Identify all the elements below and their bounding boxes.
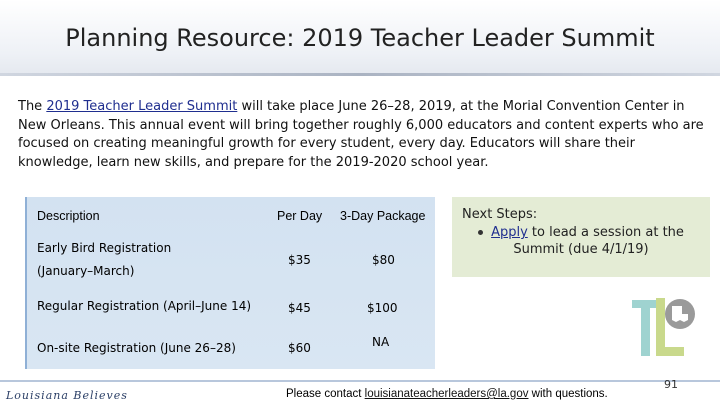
next-steps-text: to lead a session at the [527,225,684,240]
header-description: Description [37,209,100,223]
row-per-day: $35 [288,253,311,267]
row-package: $80 [372,253,395,267]
contact-prefix: Please contact [286,388,365,400]
next-steps-text-line2: Summit (due 4/1/19) [513,242,649,257]
teacher-leader-logo-icon [630,292,696,360]
row-package: $100 [367,301,398,315]
title-band [0,0,720,76]
contact-email-link[interactable]: louisianateacherleaders@la.gov [364,388,529,400]
registration-table [25,197,435,369]
brand-logo-text: Louisiana Believes [6,389,128,402]
slide-title: Planning Resource: 2019 Teacher Leader Summit [65,24,655,52]
row-description: On-site Registration (June 26–28) [37,341,236,355]
next-steps-box [452,197,710,277]
row-description: Early Bird Registration [37,241,172,255]
footer-divider [0,380,720,382]
next-steps-title: Next Steps: [462,207,538,222]
apply-link[interactable]: Apply [491,225,528,240]
row-per-day: $45 [288,301,311,315]
intro-paragraph [18,98,708,172]
contact-line [286,388,608,400]
intro-text: will take place June 26–28, 2019, at the Morial Convention Center in New Orleans. This annual event will bring together roughly 6,000 educators and content experts who are focused on creating meaningful growth for every student, every day. Educators will share their knowledge, learn new skills, and prepare for the 2019-2020 school year. [18,99,704,170]
next-steps-item [452,224,710,258]
row-package: NA [372,335,390,349]
header-per-day: Per Day [277,209,323,223]
row-description-sub: (January–March) [37,264,135,278]
page-number: 91 [664,378,678,391]
row-description: Regular Registration (April–June 14) [37,299,252,313]
bullet-icon [478,230,483,235]
summit-link[interactable]: 2019 Teacher Leader Summit [46,99,238,114]
contact-suffix: with questions. [528,388,608,400]
intro-prefix: The [18,99,47,114]
row-per-day: $60 [288,341,311,355]
header-package: 3-Day Package [340,209,426,223]
